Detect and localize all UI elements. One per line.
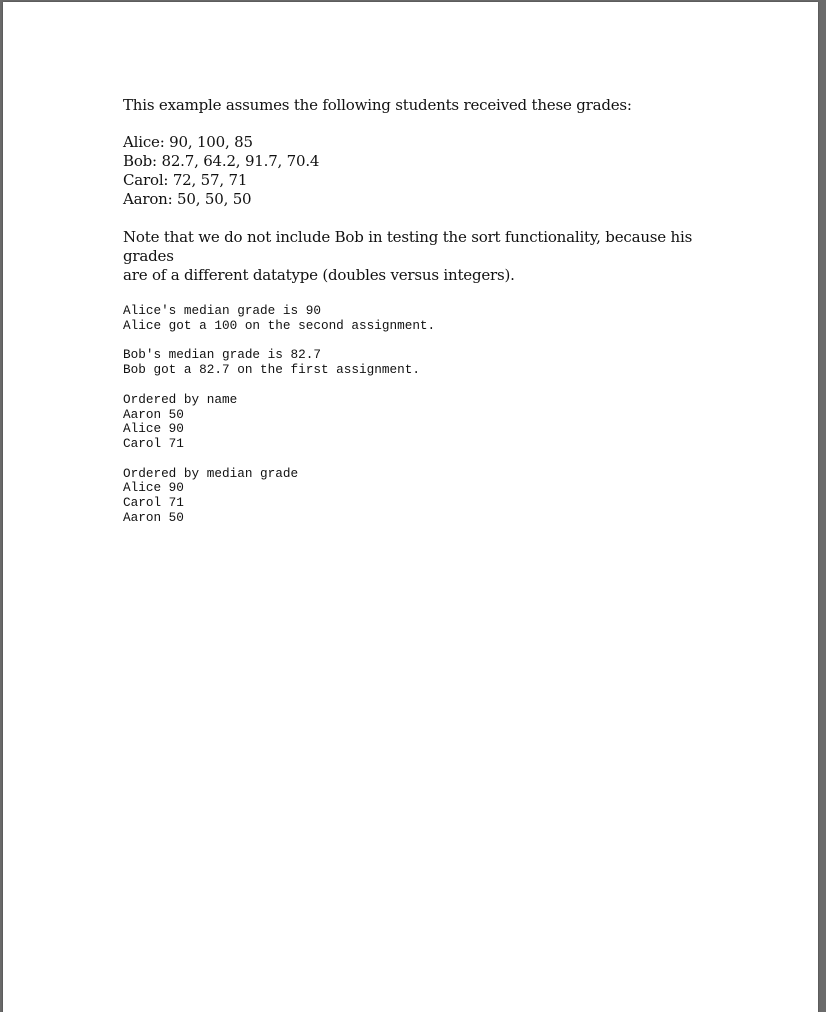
- output-line: Alice's median grade is 90: [123, 303, 321, 318]
- grade-line-aaron: Aaron: 50, 50, 50: [123, 190, 252, 208]
- output-block-bob-median: [123, 348, 723, 377]
- grade-line-alice: Alice: 90, 100, 85: [123, 133, 253, 151]
- note-paragraph: [123, 228, 723, 285]
- intro-paragraph: This example assumes the following students received these grades:: [123, 96, 632, 114]
- note-line: Note that we do not include Bob in testing the sort functionality, because his grades: [123, 228, 693, 265]
- output-line: Aaron 50: [123, 406, 184, 422]
- output-block-alice-median: [123, 304, 723, 333]
- output-line: Ordered by name: [123, 391, 238, 407]
- page-content: [123, 96, 723, 540]
- output-line: Ordered by median grade: [123, 465, 299, 481]
- output-block-ordered-by-median: [123, 467, 723, 526]
- output-line: Alice 90: [123, 480, 184, 496]
- output-line: Alice 90: [123, 421, 184, 437]
- grades-list: [123, 133, 723, 209]
- output-line: Bob got a 82.7 on the first assignment.: [123, 362, 420, 378]
- output-line: Carol 71: [123, 495, 184, 511]
- output-block-ordered-by-name: [123, 393, 723, 452]
- output-line: Aaron 50: [123, 509, 184, 525]
- document-page: [3, 2, 818, 1012]
- output-line: Bob's median grade is 82.7: [123, 347, 321, 363]
- output-line: Carol 71: [123, 435, 184, 451]
- note-line: are of a different datatype (doubles versus integers).: [123, 266, 515, 284]
- grade-line-carol: Carol: 72, 57, 71: [123, 171, 248, 189]
- output-line: Alice got a 100 on the second assignment.: [123, 317, 436, 333]
- grade-line-bob: Bob: 82.7, 64.2, 91.7, 70.4: [123, 152, 320, 170]
